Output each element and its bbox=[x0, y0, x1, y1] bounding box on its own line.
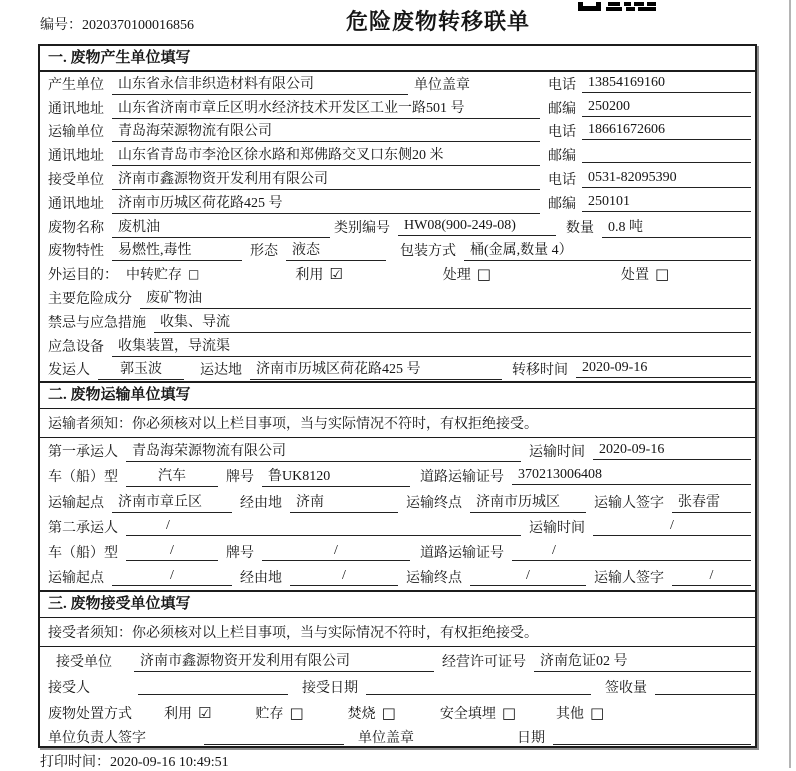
manager-sign-label: 单位负责人签字 bbox=[48, 731, 146, 747]
waste-name-value: 废机油 bbox=[112, 216, 330, 238]
serial-number: 2020370100016856 bbox=[82, 18, 194, 33]
packaging-value: 桶(金属,数量 4） bbox=[464, 239, 751, 261]
origin-label: 运输起点 bbox=[48, 571, 104, 587]
equipment-label: 应急设备 bbox=[48, 339, 104, 355]
page-title: 危险废物转移联单 bbox=[345, 9, 530, 34]
transporter-label: 运输单位 bbox=[48, 125, 104, 141]
form-row bbox=[40, 726, 755, 748]
producer-address-value: 山东省济南市章丘区明水经济技术开发区工业一路501 号 bbox=[112, 97, 540, 119]
form-row bbox=[40, 191, 755, 215]
carrier1-label: 第一承运人 bbox=[48, 445, 118, 460]
hazard-value: 废矿物油 bbox=[140, 287, 751, 309]
origin-label: 运输起点 bbox=[48, 495, 104, 511]
plate2-value: / bbox=[262, 543, 410, 561]
print-time bbox=[40, 751, 229, 771]
zip-label: 邮编 bbox=[548, 101, 576, 117]
page-edge-divider bbox=[789, 0, 791, 768]
form-row bbox=[40, 540, 755, 565]
disposal-row bbox=[40, 700, 755, 726]
received-qty-label: 签收量 bbox=[605, 681, 647, 697]
sign1-value: 张春雷 bbox=[672, 491, 751, 513]
form-row bbox=[40, 167, 755, 191]
receiver-address-value: 济南市历城区荷花路425 号 bbox=[112, 192, 540, 214]
carrier2-label: 第二承运人 bbox=[48, 520, 118, 536]
vehicle-type-label: 车（船）型 bbox=[48, 546, 118, 562]
hazard-label: 主要危险成分 bbox=[48, 292, 132, 308]
carrier2-value: / bbox=[126, 518, 521, 536]
print-time-label: 打印时间： bbox=[40, 755, 110, 770]
precaution-value: 收集、导流 bbox=[154, 311, 751, 333]
vehicle1-value: 汽车 bbox=[126, 465, 218, 487]
transport-time-label: 运输时间 bbox=[529, 520, 585, 536]
origin1-value: 济南市章丘区 bbox=[112, 491, 232, 513]
disposal-option-0-checkbox: ☑ bbox=[198, 703, 212, 722]
carrier-notice-row bbox=[40, 409, 755, 438]
transporter-phone-value: 18661672606 bbox=[582, 122, 751, 140]
purpose-option-1-label: 利用 bbox=[295, 268, 324, 284]
end-label: 运输终点 bbox=[406, 495, 462, 511]
transporter-value: 青岛海荣源物流有限公司 bbox=[112, 120, 540, 142]
disposal-option-0-label: 利用 bbox=[164, 707, 192, 723]
acceptor-notice: 接受者须知：你必须核对以上栏目事项，当与实际情况不符时，有权拒绝接受。 bbox=[48, 626, 538, 642]
equipment-value: 收集装置，导流渠 bbox=[112, 335, 751, 357]
date-value bbox=[553, 729, 751, 745]
form-row bbox=[40, 489, 755, 514]
carrier1-time-value: 2020-09-16 bbox=[593, 442, 751, 460]
producer-label: 产生单位 bbox=[48, 77, 104, 93]
packaging-label: 包装方式 bbox=[400, 244, 456, 260]
vehicle2-value: / bbox=[126, 543, 218, 561]
purpose-option-1-checkbox: ☑ bbox=[329, 264, 343, 283]
zip-label: 邮编 bbox=[548, 149, 576, 165]
seal-label: 单位盖章 bbox=[414, 77, 470, 93]
zip-group bbox=[548, 98, 751, 118]
via2-value: / bbox=[290, 568, 398, 586]
shipper-label: 发运人 bbox=[48, 363, 90, 379]
form-row bbox=[40, 239, 755, 263]
address-label: 通讯地址 bbox=[48, 149, 104, 165]
sign2-value: / bbox=[672, 568, 751, 586]
plate1-value: 鲁UK8120 bbox=[262, 465, 410, 487]
disposal-option-4-label: 其他 bbox=[556, 707, 585, 723]
origin2-value: / bbox=[112, 568, 232, 586]
via1-value: 济南 bbox=[290, 491, 398, 513]
accept-date-value bbox=[366, 679, 591, 695]
phone-group bbox=[548, 74, 751, 94]
form-row bbox=[40, 96, 755, 120]
carrier1-value: 青岛海荣源物流有限公司 bbox=[126, 440, 521, 462]
qr-code-fragment bbox=[578, 0, 656, 16]
accept-date-label: 接受日期 bbox=[302, 681, 358, 697]
form-row bbox=[40, 334, 755, 358]
transfer-date-label: 转移时间 bbox=[512, 363, 568, 379]
zip-group bbox=[548, 193, 751, 213]
license-value: 济南危证02 号 bbox=[534, 650, 751, 672]
end2-value: / bbox=[470, 568, 586, 586]
purpose-option-3-checkbox: □ bbox=[654, 264, 670, 283]
purpose-label: 外运目的： bbox=[48, 268, 118, 284]
purpose-option-0-checkbox: □ bbox=[188, 267, 200, 282]
form-row bbox=[40, 438, 755, 463]
transporter-zip-value bbox=[582, 147, 751, 163]
form-row bbox=[40, 310, 755, 334]
transfer-date-value: 2020-09-16 bbox=[576, 360, 751, 378]
form-state-label: 形态 bbox=[250, 244, 278, 260]
transport-time-label: 运输时间 bbox=[529, 445, 585, 460]
disposal-option-3-label: 安全填埋 bbox=[439, 707, 496, 723]
disposal-option-2-checkbox: □ bbox=[381, 703, 396, 722]
address-label: 通讯地址 bbox=[48, 196, 104, 212]
section2-heading: 二. 废物运输单位填写 bbox=[40, 383, 755, 409]
carrier-sign-label: 运输人签字 bbox=[594, 495, 664, 511]
zip-group bbox=[548, 145, 751, 165]
permit2-value: / bbox=[512, 543, 751, 561]
acceptor-label: 接受人 bbox=[48, 681, 90, 697]
quantity-label: 数量 bbox=[566, 220, 594, 236]
road-permit-label: 道路运输证号 bbox=[420, 546, 504, 562]
purpose-option-2-checkbox: □ bbox=[476, 264, 491, 283]
end1-value: 济南市历城区 bbox=[470, 491, 586, 513]
unit-seal-label: 单位盖章 bbox=[358, 731, 414, 747]
accept-unit-value: 济南市鑫源物资开发利用有限公司 bbox=[134, 650, 434, 672]
transfer-form-table bbox=[38, 44, 757, 748]
producer-zip-value: 250200 bbox=[582, 99, 751, 117]
vehicle-type-label: 车（船）型 bbox=[48, 470, 118, 486]
date-label: 日期 bbox=[517, 731, 545, 747]
section2 bbox=[40, 381, 755, 590]
section1-heading: 一. 废物产生单位填写 bbox=[40, 46, 755, 72]
characteristics-label: 废物特性 bbox=[48, 244, 104, 260]
form-row bbox=[40, 143, 755, 167]
destination-value: 济南市历城区荷花路425 号 bbox=[250, 358, 502, 380]
plate-label: 牌号 bbox=[226, 470, 254, 486]
carrier-sign-label: 运输人签字 bbox=[594, 571, 664, 587]
disposal-option-1-label: 贮存 bbox=[255, 707, 284, 723]
received-qty-value bbox=[655, 679, 757, 695]
receiver-zip-value: 250101 bbox=[582, 194, 751, 212]
accept-unit-label: 接受单位 bbox=[56, 654, 112, 670]
form-row bbox=[40, 674, 755, 700]
disposal-option-1-checkbox: □ bbox=[289, 703, 304, 722]
form-row bbox=[40, 72, 755, 96]
zip-label: 邮编 bbox=[548, 196, 576, 212]
acceptor-notice-row bbox=[40, 618, 755, 647]
form-row bbox=[40, 120, 755, 144]
receiver-phone-value: 0531-82095390 bbox=[582, 170, 751, 188]
via-label: 经由地 bbox=[240, 571, 282, 587]
receiver-value: 济南市鑫源物资开发利用有限公司 bbox=[112, 168, 540, 190]
producer-phone-value: 13854169160 bbox=[582, 75, 751, 93]
precaution-label: 禁忌与应急措施 bbox=[48, 315, 146, 331]
phone-label: 电话 bbox=[548, 173, 576, 189]
plate-label: 牌号 bbox=[226, 546, 254, 562]
phone-label: 电话 bbox=[548, 125, 576, 141]
form-row bbox=[40, 647, 755, 674]
license-label: 经营许可证号 bbox=[442, 654, 526, 670]
road-permit-label: 道路运输证号 bbox=[420, 470, 504, 486]
transporter-address-value: 山东省青岛市李沧区徐水路和郑佛路交叉口东侧20 米 bbox=[112, 144, 540, 166]
acceptor-value bbox=[138, 679, 288, 695]
category-label: 类别编号 bbox=[334, 220, 390, 236]
destination-label: 运达地 bbox=[200, 363, 242, 379]
quantity-value: 0.8 吨 bbox=[602, 216, 751, 238]
disposal-option-4-checkbox: □ bbox=[590, 703, 605, 722]
producer-value: 山东省永信非织造材料有限公司 bbox=[112, 73, 408, 95]
form-row bbox=[40, 358, 755, 382]
form-state-value: 液态 bbox=[286, 239, 386, 261]
manager-sign-value bbox=[204, 729, 344, 745]
form-row bbox=[40, 565, 755, 590]
address-label: 通讯地址 bbox=[48, 101, 104, 117]
characteristics-value: 易燃性,毒性 bbox=[112, 239, 242, 261]
phone-group bbox=[548, 169, 751, 189]
category-value: HW08(900-249-08) bbox=[398, 218, 556, 236]
print-time-value: 2020-09-16 10:49:51 bbox=[110, 755, 229, 770]
waste-name-label: 废物名称 bbox=[48, 220, 104, 236]
phone-label: 电话 bbox=[548, 77, 576, 93]
form-row bbox=[40, 464, 755, 489]
form-row bbox=[40, 215, 755, 239]
disposal-option-2-label: 焚烧 bbox=[347, 707, 376, 723]
end-label: 运输终点 bbox=[406, 571, 462, 587]
section3-heading: 三. 废物接受单位填写 bbox=[40, 592, 755, 618]
via-label: 经由地 bbox=[240, 495, 282, 511]
form-row bbox=[40, 514, 755, 539]
purpose-option-3-label: 处置 bbox=[620, 268, 649, 284]
purpose-row bbox=[40, 262, 755, 286]
purpose-option-2-label: 处理 bbox=[442, 268, 471, 284]
shipper-value: 郭玉波 bbox=[98, 358, 184, 380]
form-row bbox=[40, 286, 755, 310]
carrier2-time-value: / bbox=[593, 518, 751, 536]
disposal-label: 废物处置方式 bbox=[48, 707, 132, 723]
disposal-option-3-checkbox: □ bbox=[501, 703, 517, 722]
serial-label: 编号： bbox=[40, 18, 82, 33]
receiver-label: 接受单位 bbox=[48, 173, 104, 189]
carrier-notice: 运输者须知：你必须核对以上栏目事项，当与实际情况不符时，有权拒绝接受。 bbox=[48, 417, 538, 433]
purpose-option-0-label: 中转贮存 bbox=[126, 268, 182, 284]
permit1-value: 370213006408 bbox=[512, 467, 751, 485]
phone-group bbox=[548, 121, 751, 141]
section3 bbox=[40, 590, 755, 748]
